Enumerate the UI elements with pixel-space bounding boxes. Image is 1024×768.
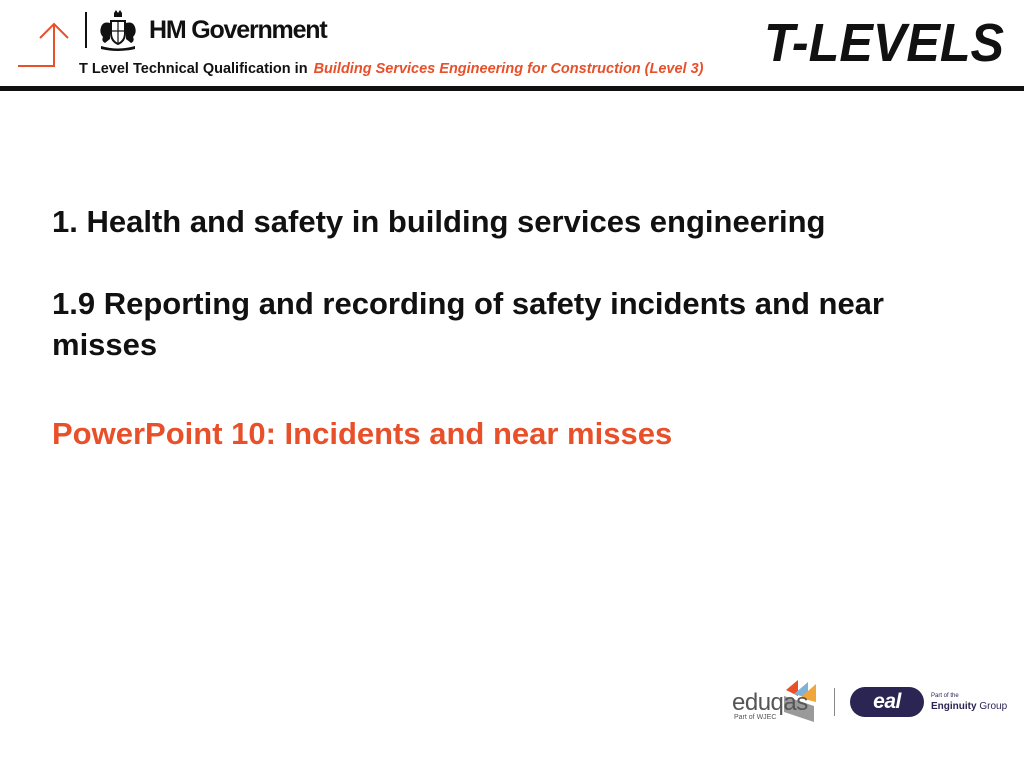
topic-heading: 1.9 Reporting and recording of safety incidents and near misses: [52, 286, 884, 362]
qualification-prefix: T Level Technical Qualification in: [79, 61, 308, 77]
hm-government-logo-text: HM Government: [149, 16, 327, 44]
powerpoint-title: PowerPoint 10: Incidents and near misses: [52, 416, 673, 451]
enginuity-group-text: [931, 701, 1007, 712]
module-heading: 1. Health and safety in building services engineering: [52, 204, 826, 239]
header-rule: [0, 86, 1024, 91]
enginuity-suffix: Group: [979, 701, 1008, 712]
tlevels-logo: [762, 12, 1008, 70]
royal-crest-icon: [95, 9, 141, 51]
qualification-line: [79, 61, 704, 77]
eduqas-subtitle: Part of WJEC: [734, 714, 777, 721]
arrow-up-icon: [16, 18, 78, 70]
eal-logo: [850, 687, 924, 717]
eduqas-logo-text: eduqas: [732, 689, 808, 716]
qualification-subject: Building Services Engineering for Construction (Level 3): [313, 61, 704, 77]
gov-logo-divider: [85, 12, 87, 48]
enginuity-name: Enginuity: [931, 701, 977, 712]
footer-logo-divider: [834, 688, 835, 716]
enginuity-prefix: Part of the: [931, 693, 959, 699]
eal-logo-text: eal: [873, 690, 901, 713]
tlevels-logo-text: T-LEVELS: [764, 13, 1004, 70]
